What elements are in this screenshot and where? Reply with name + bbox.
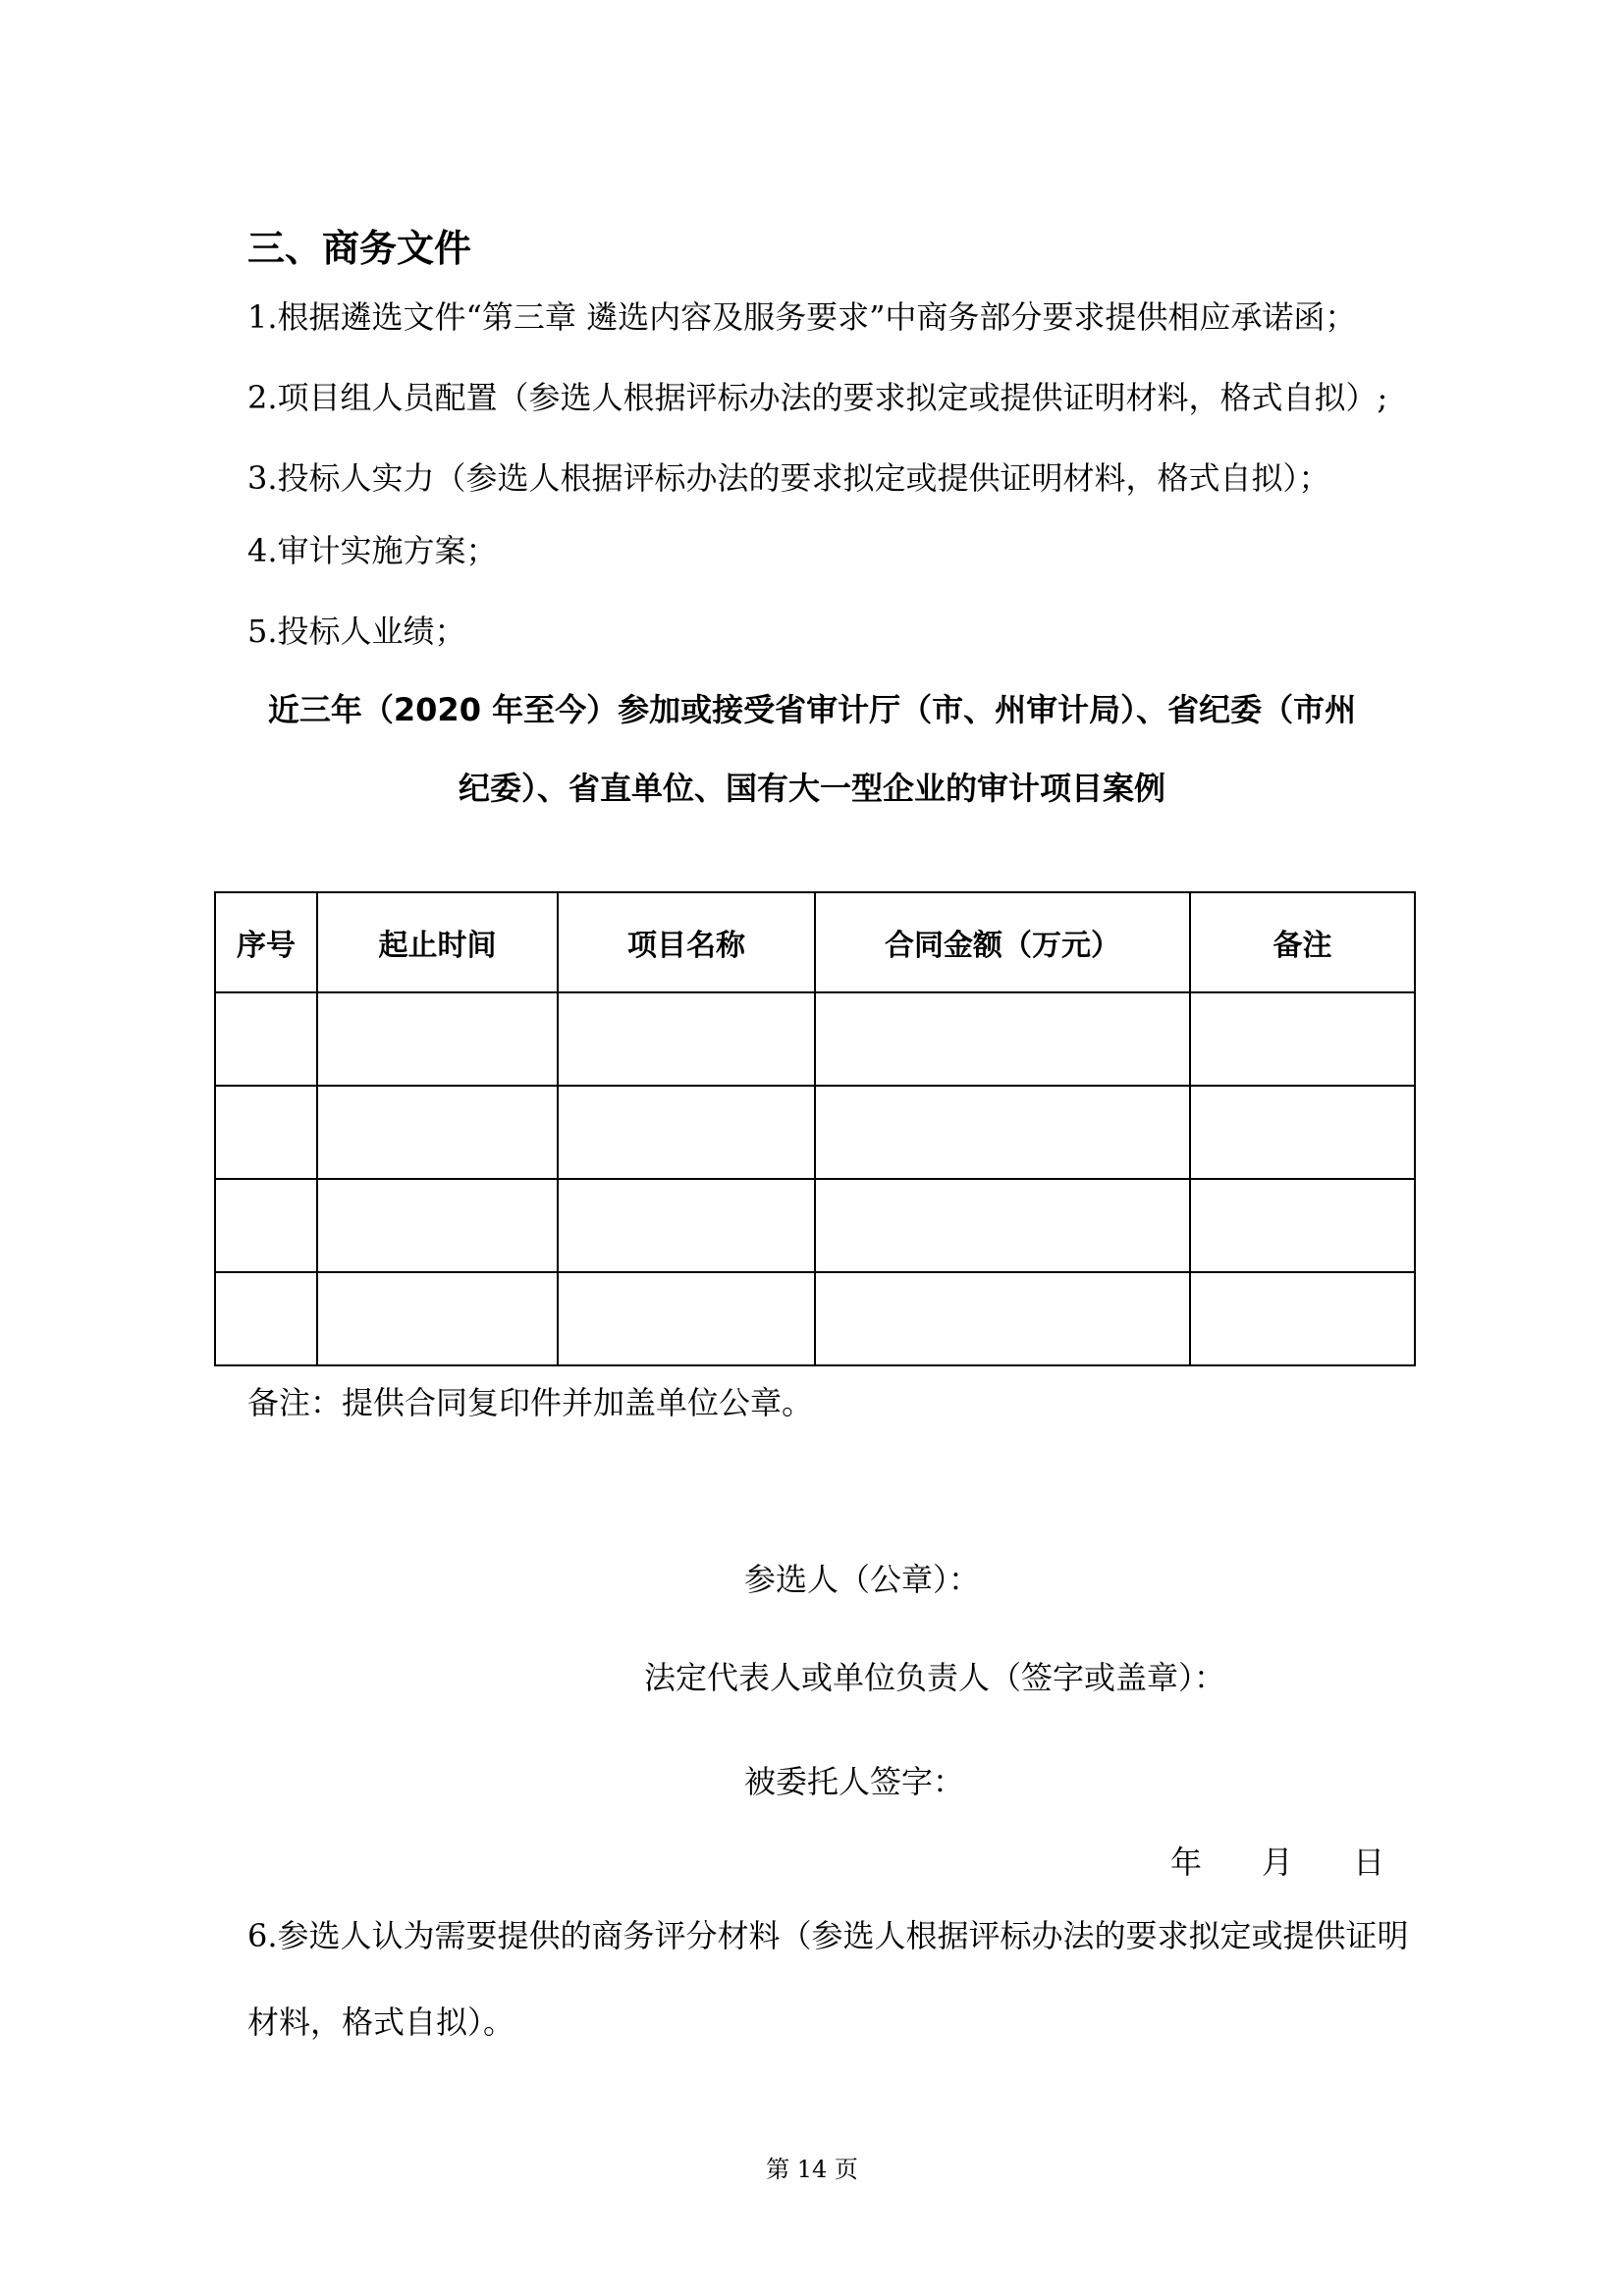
table-row — [215, 1179, 1415, 1272]
header-contract-amount: 合同金额（万元） — [815, 892, 1190, 992]
agent-signature-label: 被委托人签字： — [744, 1763, 965, 1800]
table-cell[interactable] — [558, 1179, 815, 1272]
table-header-row — [215, 892, 1415, 992]
table-cell[interactable] — [1190, 1086, 1415, 1179]
date-line: 年 月 日 — [1170, 1843, 1385, 1881]
table-cell[interactable] — [1190, 1272, 1415, 1365]
table-cell[interactable] — [1190, 1179, 1415, 1272]
table-cell[interactable] — [558, 1086, 815, 1179]
table-title-line-2: 纪委）、省直单位、国有大一型企业的审计项目案例 — [458, 770, 1165, 807]
table-cell[interactable] — [215, 992, 317, 1086]
table-note: 备注：提供合同复印件并加盖单位公章。 — [247, 1384, 814, 1421]
table-cell[interactable] — [815, 1272, 1190, 1365]
table-cell[interactable] — [215, 1086, 317, 1179]
page-number: 第 14 页 — [766, 2156, 858, 2183]
table-cell[interactable] — [558, 1272, 815, 1365]
section-heading: 三、商务文件 — [247, 227, 472, 270]
item-4: 4.审计实施方案； — [247, 532, 498, 569]
project-cases-table — [214, 891, 1416, 1366]
table-cell[interactable] — [215, 1179, 317, 1272]
legal-rep-signature-label: 法定代表人或单位负责人（签字或盖章）： — [644, 1659, 1226, 1696]
item-5: 5.投标人业绩； — [247, 613, 466, 650]
header-project-name: 项目名称 — [558, 892, 815, 992]
item-1: 1.根据遴选文件“第三章 遴选内容及服务要求”中商务部分要求提供相应承诺函； — [247, 298, 1357, 336]
table-cell[interactable] — [317, 992, 558, 1086]
table-cell[interactable] — [317, 1272, 558, 1365]
table-row — [215, 1272, 1415, 1365]
table-row — [215, 992, 1415, 1086]
table-cell[interactable] — [1190, 992, 1415, 1086]
item-6: 6.参选人认为需要提供的商务评分材料（参选人根据评标办法的要求拟定或提供证明材料，格式自拟）。 — [247, 1917, 1409, 2041]
item-2: 2.项目组人员配置（参选人根据评标办法的要求拟定或提供证明材料，格式自拟）; — [247, 379, 1388, 416]
table-cell[interactable] — [815, 1086, 1190, 1179]
header-period: 起止时间 — [317, 892, 558, 992]
item-3: 3.投标人实力（参选人根据评标办法的要求拟定或提供证明材料，格式自拟）； — [247, 459, 1330, 497]
bidder-seal-label: 参选人（公章）： — [744, 1561, 981, 1598]
header-remarks: 备注 — [1190, 892, 1415, 992]
table-cell[interactable] — [215, 1272, 317, 1365]
table-cell[interactable] — [317, 1179, 558, 1272]
table-cell[interactable] — [815, 1179, 1190, 1272]
table-row — [215, 1086, 1415, 1179]
table-title-line-1: 近三年（2020 年至今）参加或接受省审计厅（市、州审计局）、省纪委（市州 — [267, 691, 1357, 728]
table-cell[interactable] — [558, 992, 815, 1086]
table-cell[interactable] — [317, 1086, 558, 1179]
header-serial: 序号 — [215, 892, 317, 992]
table-cell[interactable] — [815, 992, 1190, 1086]
